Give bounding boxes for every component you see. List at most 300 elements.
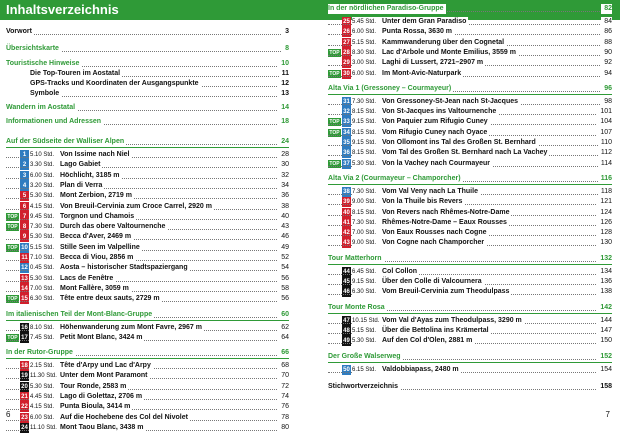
tour-entry bbox=[328, 267, 612, 277]
entry-title bbox=[30, 222, 167, 232]
section-walserweg bbox=[328, 352, 612, 362]
page-number: 116 bbox=[598, 174, 612, 184]
tour-number-badge: 30 bbox=[343, 70, 350, 77]
duration: 6.45 Std. bbox=[352, 268, 377, 275]
duration: 5.30 Std. bbox=[30, 383, 55, 390]
page-number: 142 bbox=[597, 303, 612, 313]
tour-name: Auf die Hochebene des Col del Nivolet bbox=[60, 413, 188, 421]
page-number: 84 bbox=[601, 17, 612, 27]
page-number: 14 bbox=[278, 103, 289, 113]
duration: 7.10 Std. bbox=[30, 255, 55, 261]
tour-name: Becca d'Aver, 2469 m bbox=[60, 233, 132, 241]
toc-stichwortverzeichnis bbox=[328, 382, 612, 392]
entry-title bbox=[352, 138, 538, 148]
tour-entry bbox=[6, 323, 289, 333]
page-number: 80 bbox=[278, 423, 289, 433]
entry-title bbox=[352, 277, 484, 287]
tour-number-badge: 7 bbox=[20, 212, 29, 222]
tour-name: Höhenwanderung zum Mont Favre, 2967 m bbox=[60, 323, 202, 331]
tour-entry bbox=[328, 38, 612, 48]
section-rule bbox=[328, 264, 612, 265]
top-tour-badge: TOP bbox=[7, 213, 18, 220]
entry-title bbox=[30, 371, 150, 381]
page-number: 90 bbox=[601, 48, 612, 58]
tour-entry bbox=[328, 277, 612, 287]
duration: 8.15 Std. bbox=[352, 129, 377, 136]
entry-title: Übersichtskarte bbox=[6, 45, 59, 52]
tour-entry bbox=[328, 197, 612, 207]
top-tour-badge: TOP bbox=[7, 224, 18, 231]
section-rule bbox=[6, 358, 289, 359]
duration: 5.15 Std. bbox=[352, 39, 377, 46]
tour-name: Valdobbiapass, 2480 m bbox=[382, 365, 459, 373]
entry-title: Die Top-Touren im Aostatal bbox=[30, 70, 121, 77]
entry-title bbox=[352, 117, 490, 127]
entry-title bbox=[352, 38, 506, 48]
tour-entry bbox=[6, 212, 289, 222]
tour-name: Laghi di Lussert, 2721–2907 m bbox=[382, 59, 484, 67]
tour-name: Lago di Golettaz, 2706 m bbox=[60, 393, 143, 400]
entry-title bbox=[30, 413, 190, 423]
entry-title bbox=[30, 243, 142, 253]
page-number: 12 bbox=[278, 79, 289, 89]
duration: 4.15 Std. bbox=[30, 404, 55, 411]
tour-number-badge: 18 bbox=[21, 363, 28, 370]
tour-entry bbox=[328, 48, 612, 58]
page-number: 152 bbox=[597, 352, 612, 362]
page-number: 13 bbox=[278, 89, 289, 99]
tour-number-badge: 46 bbox=[343, 289, 350, 296]
tour-entry bbox=[328, 187, 612, 197]
duration: 6.00 Std. bbox=[30, 172, 55, 179]
page-number: 32 bbox=[278, 171, 289, 181]
section-rule bbox=[328, 14, 612, 15]
duration: 5.15 Std. bbox=[352, 327, 377, 334]
tour-number-badge: 31 bbox=[343, 98, 350, 105]
tour-name: Becca di Viou, 2856 m bbox=[60, 254, 134, 261]
tour-number-badge: 13 bbox=[21, 275, 28, 282]
toc-touristische-hinweise bbox=[6, 59, 289, 69]
entry-title bbox=[30, 274, 115, 284]
tour-name: Tour Ronde, 2583 m bbox=[60, 382, 127, 390]
entry-title bbox=[352, 316, 524, 326]
tour-name: Von Gressoney-St-Jean nach St-Jacques bbox=[382, 97, 519, 105]
page-number: 10 bbox=[278, 59, 289, 69]
page-number: 3 bbox=[282, 27, 289, 37]
page-number: 107 bbox=[597, 128, 612, 138]
page-number: 124 bbox=[597, 208, 612, 218]
entry-title: Touristische Hinweise bbox=[6, 60, 80, 67]
entry-title bbox=[352, 48, 518, 58]
tour-number-badge: 45 bbox=[343, 279, 350, 285]
tour-name: Vom Tal des Großen St. Bernhard nach La Vachey bbox=[382, 149, 548, 157]
tour-name: Von Ollomont ins Tal des Großen St. Bernhard bbox=[382, 139, 536, 146]
page-number: 72 bbox=[278, 382, 289, 392]
tour-number-badge: 6 bbox=[20, 202, 29, 212]
section-rutor bbox=[6, 348, 289, 358]
entry-title bbox=[352, 58, 485, 68]
page-number: 8 bbox=[282, 44, 289, 54]
tour-entry bbox=[328, 27, 612, 37]
tour-name: Höchlicht, 3185 m bbox=[60, 171, 120, 179]
duration: 9.00 Std. bbox=[352, 199, 377, 206]
entry-title bbox=[352, 197, 464, 207]
tour-name: Torgnon und Chamois bbox=[60, 212, 135, 220]
section-rule bbox=[328, 94, 612, 95]
page-number: 70 bbox=[278, 371, 289, 381]
page-number: 136 bbox=[597, 277, 612, 287]
page-number: 52 bbox=[278, 253, 289, 263]
entry-title: In der Rutor-Gruppe bbox=[6, 349, 73, 357]
duration: 6.00 Std. bbox=[30, 414, 55, 421]
section-tour-matterhorn bbox=[328, 254, 612, 264]
duration: 7.30 Std. bbox=[352, 98, 377, 105]
tour-name: Von la Vachey nach Courmayeur bbox=[382, 159, 491, 167]
tour-name: Durch das obere Valtournenche bbox=[60, 223, 166, 231]
entry-title: Wandern im Aostatal bbox=[6, 104, 76, 111]
entry-title bbox=[352, 159, 492, 169]
top-tour-badge: TOP bbox=[329, 70, 340, 77]
tour-name: Über die Bettolina ins Krämertal bbox=[382, 326, 489, 334]
duration: 4.45 Std. bbox=[30, 394, 55, 400]
page-number: 92 bbox=[601, 58, 612, 68]
entry-title bbox=[30, 294, 162, 304]
tour-name: Petit Mont Blanc, 3424 m bbox=[60, 333, 143, 341]
duration: 6.00 Std. bbox=[352, 70, 377, 77]
duration: 6.15 Std. bbox=[352, 366, 377, 373]
tour-number-badge: 40 bbox=[343, 209, 350, 216]
entry-title bbox=[30, 232, 133, 242]
toc-wandern bbox=[6, 103, 289, 113]
page-number: 150 bbox=[597, 336, 612, 346]
toc-vorwort bbox=[6, 27, 289, 37]
tour-name: Punta Bioula, 3414 m bbox=[60, 403, 131, 411]
tour-entry bbox=[6, 294, 289, 304]
tour-number-badge: 41 bbox=[343, 219, 350, 226]
tour-name: Lago Gabiet bbox=[60, 161, 101, 169]
page-number: 94 bbox=[601, 69, 612, 79]
page-number: 128 bbox=[597, 228, 612, 238]
duration: 0.45 Std. bbox=[30, 265, 55, 272]
page-number: 74 bbox=[278, 392, 289, 402]
entry-title bbox=[30, 392, 144, 402]
tour-entry bbox=[328, 287, 612, 297]
tour-number-badge: 50 bbox=[343, 366, 350, 373]
tour-entry bbox=[6, 361, 289, 371]
tour-name: Vom Val d'Ayas zum Theodulpass, 3290 m bbox=[382, 316, 522, 324]
entry-title bbox=[352, 128, 489, 138]
duration: 6.30 Std. bbox=[30, 296, 55, 303]
duration: 9.15 Std. bbox=[352, 140, 377, 146]
entry-title bbox=[30, 212, 136, 222]
tour-entry bbox=[6, 222, 289, 232]
tour-entry bbox=[6, 333, 289, 343]
entry-title: GPS-Tracks und Koordinaten der Ausgangspunkte bbox=[30, 80, 199, 87]
tour-entry bbox=[328, 17, 612, 27]
duration: 8.15 Std. bbox=[352, 150, 377, 157]
page-number-left: 6 bbox=[6, 410, 11, 419]
tour-name: Vom Breuil-Cervinia zum Theodulpass bbox=[382, 288, 510, 296]
entry-title bbox=[30, 361, 153, 371]
entry-title bbox=[30, 171, 122, 181]
entry-title bbox=[352, 267, 419, 277]
tour-entry bbox=[6, 150, 289, 160]
page-number: 158 bbox=[597, 382, 612, 392]
tour-name: Rhêmes-Notre-Dame – Eaux Rousses bbox=[382, 218, 507, 226]
tour-entry bbox=[6, 160, 289, 170]
tour-name: Von Revers nach Rhêmes-Notre-Dame bbox=[382, 208, 510, 216]
page-number: 118 bbox=[598, 187, 612, 197]
duration: 5.30 Std. bbox=[352, 338, 377, 345]
duration: 5.30 Std. bbox=[30, 234, 55, 241]
duration: 11.30 Std. bbox=[30, 373, 57, 380]
entry-title bbox=[352, 238, 486, 248]
tour-number-badge: 21 bbox=[21, 394, 28, 400]
duration: 8.30 Std. bbox=[352, 49, 377, 56]
top-tour-badge: TOP bbox=[7, 334, 18, 341]
duration: 9.15 Std. bbox=[352, 119, 377, 126]
duration: 9.45 Std. bbox=[30, 213, 55, 220]
page-number: 121 bbox=[597, 197, 612, 207]
page-number: 24 bbox=[278, 137, 289, 147]
page-number: 110 bbox=[598, 138, 612, 148]
entry-title: Auf der Südseite der Walliser Alpen bbox=[6, 138, 125, 145]
page-number: 86 bbox=[601, 27, 612, 37]
entry-title: Alta Via 2 (Courmayeur – Champorcher) bbox=[328, 174, 461, 182]
tour-entry bbox=[328, 208, 612, 218]
tour-entry bbox=[6, 171, 289, 181]
tour-entry bbox=[328, 138, 612, 148]
tour-number-badge: 48 bbox=[343, 327, 350, 334]
tour-number-badge: 2 bbox=[20, 160, 29, 170]
page-number: 56 bbox=[278, 274, 289, 284]
tour-name: Im Mont-Avic-Naturpark bbox=[382, 69, 462, 77]
duration: 8.10 Std. bbox=[30, 324, 55, 331]
tour-number-badge: 1 bbox=[20, 150, 29, 160]
entry-title bbox=[30, 382, 128, 392]
tour-name: Von Cogne nach Champorcher bbox=[382, 239, 485, 247]
section-mont-blanc bbox=[6, 310, 289, 320]
duration: 6.30 Std. bbox=[352, 289, 377, 296]
section-alta-via-2 bbox=[328, 174, 612, 184]
entry-title bbox=[352, 17, 468, 27]
duration: 8.15 Std. bbox=[352, 209, 377, 216]
tour-entry bbox=[6, 392, 289, 402]
tour-name: Lacs de Fenêtre bbox=[60, 274, 114, 282]
tour-entry bbox=[328, 148, 612, 158]
entry-title bbox=[30, 253, 135, 263]
entry-title bbox=[352, 228, 489, 238]
toc-subitem bbox=[30, 79, 289, 89]
tour-name: Von Issime nach Niel bbox=[60, 151, 130, 158]
section-paradiso bbox=[328, 4, 612, 14]
entry-title bbox=[352, 336, 474, 346]
page-number: 76 bbox=[278, 402, 289, 412]
duration: 3.00 Std. bbox=[352, 60, 377, 67]
entry-title bbox=[30, 323, 204, 333]
entry-title: Der Große Walserweg bbox=[328, 352, 401, 360]
tour-name: Vom Val Veny nach La Thuile bbox=[382, 187, 478, 195]
page-number: 68 bbox=[278, 361, 289, 371]
tour-entry bbox=[6, 243, 289, 253]
entry-title bbox=[352, 326, 491, 336]
tour-name: Von Eaux Rousses nach Cogne bbox=[382, 229, 487, 237]
entry-title bbox=[30, 284, 131, 294]
tour-number-badge: 47 bbox=[343, 317, 350, 324]
duration: 8.15 Std. bbox=[352, 109, 377, 116]
entry-title bbox=[352, 27, 454, 37]
tour-number-badge: 37 bbox=[343, 160, 350, 167]
entry-title: Alta Via 1 (Gressoney – Courmayeur) bbox=[328, 84, 452, 92]
tour-number-badge: 12 bbox=[21, 265, 28, 272]
tour-number-badge: 38 bbox=[343, 188, 350, 195]
tour-entry bbox=[6, 202, 289, 212]
entry-title bbox=[30, 402, 132, 412]
toc-informationen bbox=[6, 117, 289, 127]
page-number: 78 bbox=[278, 413, 289, 423]
duration: 5.30 Std. bbox=[30, 193, 55, 200]
entry-title bbox=[30, 150, 132, 160]
page-number: 30 bbox=[278, 160, 289, 170]
duration: 5.45 Std. bbox=[352, 19, 377, 25]
entry-title bbox=[352, 287, 511, 297]
tour-number-badge: 23 bbox=[21, 414, 28, 421]
tour-entry bbox=[328, 336, 612, 346]
entry-title: Stichwortverzeichnis bbox=[328, 382, 399, 390]
tour-name: Mont Taou Blanc, 3438 m bbox=[60, 423, 144, 431]
tour-number-badge: 36 bbox=[343, 150, 350, 157]
tour-name: Von la Thuile bis Revers bbox=[382, 198, 463, 206]
duration: 10.15 Std. bbox=[352, 317, 380, 324]
tour-number-badge: 32 bbox=[343, 109, 350, 116]
tour-entry bbox=[6, 382, 289, 392]
tour-entry bbox=[328, 228, 612, 238]
page-number: 49 bbox=[278, 243, 289, 253]
tour-number-badge: 25 bbox=[343, 19, 350, 25]
entry-title bbox=[352, 187, 480, 197]
entry-title: Symbole bbox=[30, 90, 60, 97]
tour-number-badge: 20 bbox=[21, 383, 28, 390]
tour-name: Von Paquier zum Rifugio Cuney bbox=[382, 118, 488, 126]
tour-number-badge: 5 bbox=[20, 191, 29, 201]
tour-name: Von Breuil-Cervinia zum Croce Carrel, 2920 m bbox=[60, 202, 212, 210]
duration: 5.30 Std. bbox=[352, 160, 377, 167]
duration: 7.30 Std. bbox=[30, 224, 55, 231]
page-number: 132 bbox=[597, 254, 612, 264]
page-number: 88 bbox=[601, 38, 612, 48]
section-rule bbox=[6, 320, 289, 321]
page-number: 130 bbox=[597, 238, 612, 248]
tour-number-badge: 11 bbox=[21, 255, 28, 261]
top-tour-badge: TOP bbox=[329, 129, 340, 136]
section-rule bbox=[6, 147, 289, 148]
entry-title: Tour Monte Rosa bbox=[328, 303, 385, 311]
top-tour-badge: TOP bbox=[7, 296, 18, 303]
tour-entry bbox=[328, 365, 612, 375]
dot-leader bbox=[6, 34, 289, 35]
section-rule bbox=[328, 184, 612, 185]
entry-title bbox=[30, 333, 144, 343]
toc-subitem bbox=[30, 69, 289, 79]
top-tour-badge: TOP bbox=[7, 244, 18, 251]
entry-title bbox=[30, 423, 146, 433]
tour-number-badge: 28 bbox=[343, 49, 350, 56]
page-number-right: 7 bbox=[605, 410, 610, 419]
duration: 9.00 Std. bbox=[352, 240, 377, 247]
page-number: 46 bbox=[278, 232, 289, 242]
tour-number-badge: 27 bbox=[343, 39, 350, 46]
page-number: 43 bbox=[278, 222, 289, 232]
tour-entry bbox=[6, 402, 289, 412]
tour-name: Plan di Verra bbox=[60, 181, 103, 189]
entry-title bbox=[352, 107, 498, 117]
tour-name: Kammwanderung über den Cognetal bbox=[382, 38, 505, 46]
tour-number-badge: 10 bbox=[21, 244, 28, 251]
duration: 7.30 Std. bbox=[352, 188, 377, 195]
tour-name: Über den Colle di Valcournera bbox=[382, 278, 482, 285]
tour-number-badge: 33 bbox=[343, 119, 350, 126]
duration: 7.00 Std. bbox=[30, 285, 55, 292]
page-number: 114 bbox=[598, 159, 612, 169]
tour-name: Tête entre deux sauts, 2729 m bbox=[60, 295, 160, 303]
tour-name: Unter dem Mont Paramont bbox=[60, 372, 148, 380]
page-number: 60 bbox=[278, 310, 289, 320]
tour-name: Lac d'Arbole und Monte Emilius, 3559 m bbox=[382, 48, 516, 56]
duration: 11.10 Std. bbox=[30, 424, 57, 431]
page-number: 64 bbox=[278, 333, 289, 343]
section-rule bbox=[328, 313, 612, 314]
tour-number-badge: 16 bbox=[21, 324, 28, 331]
page-title: Inhaltsverzeichnis bbox=[6, 2, 119, 17]
tour-number-badge: 34 bbox=[343, 129, 350, 136]
tour-entry bbox=[6, 191, 289, 201]
tour-name: Von St-Jacques ins Valtournenche bbox=[382, 108, 497, 116]
page-number: 154 bbox=[597, 365, 612, 375]
duration: 7.00 Std. bbox=[352, 230, 377, 237]
tour-number-badge: 42 bbox=[343, 230, 350, 237]
tour-entry bbox=[6, 263, 289, 273]
tour-entry bbox=[6, 413, 289, 423]
tour-name: Unter dem Gran Paradiso bbox=[382, 18, 467, 25]
tour-number-badge: 35 bbox=[343, 140, 350, 146]
top-tour-badge: TOP bbox=[329, 119, 340, 126]
entry-title bbox=[352, 218, 509, 228]
toc-subitem bbox=[30, 89, 289, 99]
page-number: 66 bbox=[278, 348, 289, 358]
tour-name: Stille Seen im Valpelline bbox=[60, 243, 140, 251]
tour-number-badge: 43 bbox=[343, 240, 350, 247]
entry-title bbox=[352, 97, 520, 107]
tour-number-badge: 44 bbox=[343, 268, 350, 275]
entry-title bbox=[30, 181, 104, 191]
tour-entry bbox=[328, 69, 612, 79]
page-number: 82 bbox=[601, 4, 612, 14]
tour-number-badge: 19 bbox=[21, 373, 28, 380]
page-number: 62 bbox=[278, 323, 289, 333]
tour-number-badge: 8 bbox=[20, 222, 29, 232]
page-number: 98 bbox=[601, 97, 612, 107]
tour-entry bbox=[328, 326, 612, 336]
top-tour-badge: TOP bbox=[329, 160, 340, 167]
entry-title bbox=[352, 148, 549, 158]
duration: 3.30 Std. bbox=[30, 162, 55, 169]
tour-entry bbox=[6, 423, 289, 433]
entry-title: In der nördlichen Paradiso-Gruppe bbox=[328, 5, 444, 12]
duration: 4.15 Std. bbox=[30, 203, 55, 210]
entry-title bbox=[352, 365, 461, 375]
page-number: 112 bbox=[598, 148, 612, 158]
tour-number-badge: 29 bbox=[343, 60, 350, 67]
